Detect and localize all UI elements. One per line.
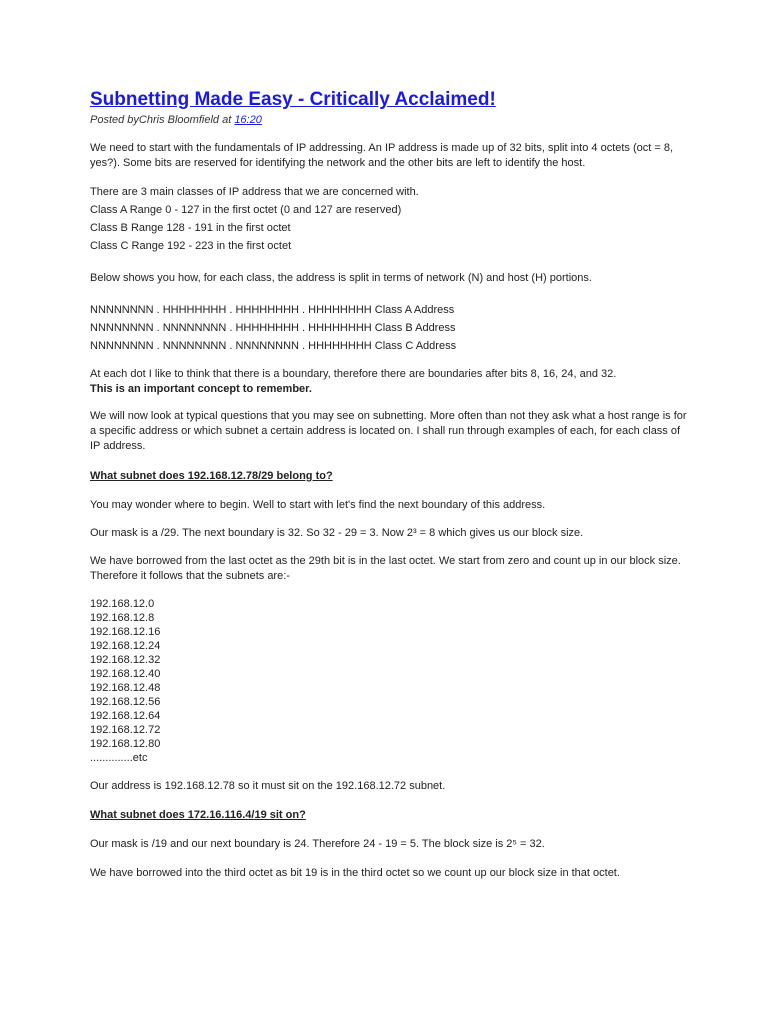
q1-mask: Our mask is a /29. The next boundary is 32. So 32 - 29 = 3. Now 2³ = 8 which gives us our block size. [90, 527, 584, 539]
class-c-split: NNNNNNNN . NNNNNNNN . NNNNNNNN . HHHHHHHH Class C Address [90, 340, 457, 352]
subnet-item: ..............etc [90, 752, 148, 764]
important-note: This is an important concept to remember. [90, 383, 312, 395]
class-c-range: Class C Range 192 - 223 in the first octet [90, 240, 292, 252]
posted-by-label: Posted by [90, 114, 139, 126]
blog-post [90, 88, 690, 881]
subnet-item: 192.168.12.8 [90, 612, 155, 624]
intro-paragraph: We need to start with the fundamentals of IP addressing. An IP address is made up of 32 bits, split into 4 octets (oct = 8, yes?). Some bits are reserved for identifying the network and the other bits are left to identify the host. [90, 142, 674, 169]
typical-questions-paragraph: We will now look at typical questions that you may see on subnetting. More often than not they ask what a host range is for a specific address or which subnet a certain address is located on. I shall run through examples of each, for each class of IP address. [90, 410, 687, 452]
class-b-split: NNNNNNNN . NNNNNNNN . HHHHHHHH . HHHHHHHH Class B Address [90, 322, 456, 334]
subnet-item: 192.168.12.48 [90, 682, 161, 694]
at-label: at [219, 114, 235, 126]
split-intro: Below shows you how, for each class, the address is split in terms of network (N) and host (H) portions. [90, 272, 592, 284]
q2-borrow: We have borrowed into the third octet as bit 19 is in the third octet so we count up our block size in that octet. [90, 867, 620, 879]
subnet-item: 192.168.12.32 [90, 654, 161, 666]
class-b-range: Class B Range 128 - 191 in the first octet [90, 222, 291, 234]
subnet-item: 192.168.12.56 [90, 696, 161, 708]
subnet-item: 192.168.12.40 [90, 668, 161, 680]
subnet-list [90, 597, 690, 765]
subnet-item: 192.168.12.72 [90, 724, 161, 736]
author-name: Chris Bloomfield [138, 114, 220, 126]
q1-borrow: We have borrowed from the last octet as the 29th bit is in the last octet. We start from zero and count up in our block size. Therefore it follows that the subnets are:- [90, 555, 681, 582]
subnet-item: 192.168.12.0 [90, 598, 155, 610]
q1-begin: You may wonder where to begin. Well to start with let's find the next boundary of this address. [90, 499, 546, 511]
subnet-item: 192.168.12.24 [90, 640, 161, 652]
class-a-split: NNNNNNNN . HHHHHHHH . HHHHHHHH . HHHHHHHH Class A Address [90, 304, 455, 316]
q2-mask: Our mask is /19 and our next boundary is 24. Therefore 24 - 19 = 5. The block size is 2⁵ = 32. [90, 838, 545, 850]
boundary-text: At each dot I like to think that there is a boundary, therefore there are boundaries after bits 8, 16, 24, and 32. [90, 368, 617, 380]
subnet-item: 192.168.12.64 [90, 710, 161, 722]
subnet-item: 192.168.12.80 [90, 738, 161, 750]
post-time-link[interactable]: 16:20 [234, 114, 262, 126]
post-byline [90, 113, 690, 127]
class-a-range: Class A Range 0 - 127 in the first octet (0 and 127 are reserved) [90, 204, 402, 216]
question-2-heading: What subnet does 172.16.116.4/19 sit on? [90, 809, 306, 821]
classes-intro: There are 3 main classes of IP address that we are concerned with. [90, 186, 419, 198]
question-1-heading: What subnet does 192.168.12.78/29 belong to? [90, 470, 333, 482]
post-title-link[interactable]: Subnetting Made Easy - Critically Acclaimed! [90, 89, 496, 110]
q1-answer: Our address is 192.168.12.78 so it must sit on the 192.168.12.72 subnet. [90, 780, 446, 792]
subnet-item: 192.168.12.16 [90, 626, 161, 638]
